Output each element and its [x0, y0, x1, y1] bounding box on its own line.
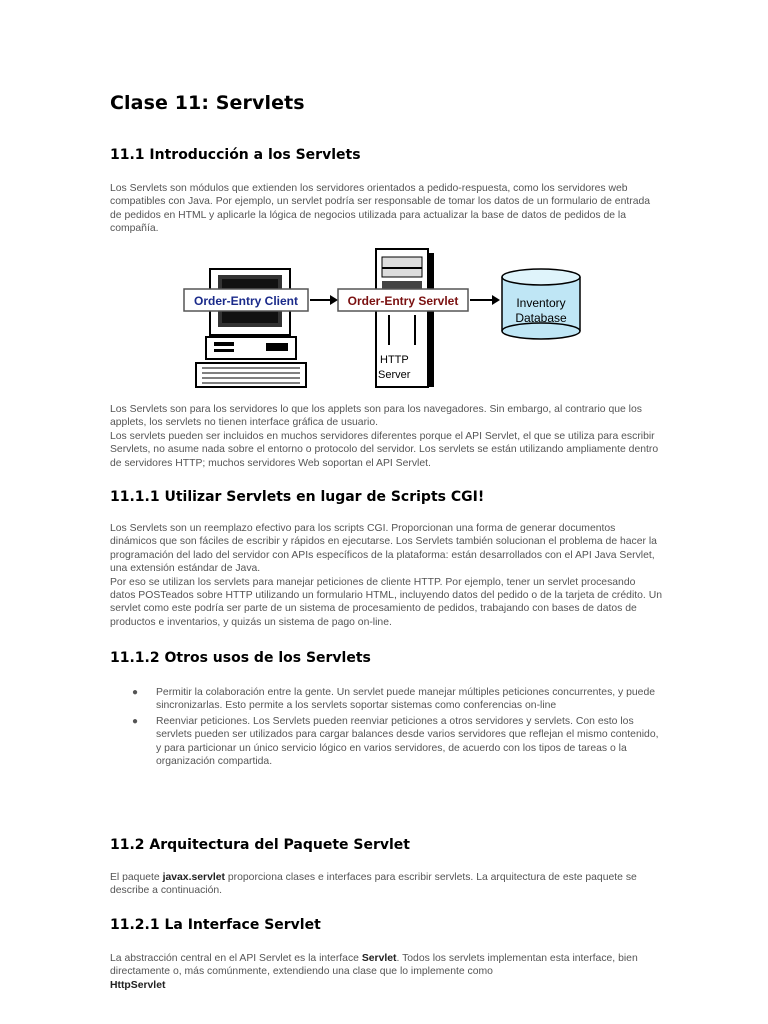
paragraph-interface-pre: La abstracción central en el API Servlet es la interface: [110, 953, 362, 964]
package-name: javax.servlet: [162, 872, 225, 883]
heading-11-2-1: 11.2.1 La Interface Servlet: [110, 917, 321, 933]
paragraph-cgi: [110, 522, 662, 629]
page-title: Clase 11: Servlets: [110, 92, 305, 114]
arrow-servlet-to-database: [470, 295, 500, 305]
list-item: [110, 686, 662, 713]
http-server-icon: [376, 249, 434, 387]
client-label: Order-Entry Client: [193, 294, 299, 308]
paragraph-interface: [110, 952, 662, 992]
paragraph-package-pre: El paquete: [110, 872, 163, 883]
heading-11-1-1: 11.1.1 Utilizar Servlets en lugar de Scripts CGI!: [110, 489, 485, 505]
arrow-client-to-servlet: [310, 295, 338, 305]
other-uses-list: [110, 686, 662, 770]
paragraph-applets: [110, 403, 662, 470]
paragraph-cgi-a: Los Servlets son un reemplazo efectivo para los scripts CGI. Proporcionan una forma de generar documentos dinámicos que son fáciles de escribir y rápidos en ejecutarse. Los Servlets también solucionan el problema de hacer la programación del lado del servidor con APIs específicos de la plataforma: están desarrollados con el API Java Servlet, una extensión estándar de Java.: [110, 523, 657, 575]
servlet-architecture-diagram: [170, 245, 590, 393]
heading-11-1: 11.1 Introducción a los Servlets: [110, 147, 361, 163]
server-label-http: HTTP: [380, 354, 409, 366]
database-label-2: Database: [515, 311, 567, 325]
paragraph-package: [110, 871, 662, 898]
paragraph-applets-b: Los servlets pueden ser incluidos en muchos servidores diferentes porque el API Servlet, el que se utiliza para escribir Servlets, no asume nada sobre el entorno o protocolo del servidor. Los servlets se están utilizando ampliamente dentro de servidores HTTP; muchos servidores Web soportan el API Servlet.: [110, 430, 659, 469]
database-label-1: Inventory: [516, 296, 566, 310]
list-item-text: Reenviar peticiones. Los Servlets pueden reenviar peticiones a otros servidores y servlets. Con esto los servlets pueden ser utilizados para cargar balances desde varios servidores que reflejan el mismo contenido, y para particionar un único servicio lógico en varios servidores, de acuerdo con los tipos de tareas o la organización compartida.: [156, 715, 659, 768]
bullet-icon: ●: [132, 687, 139, 698]
servlet-label: Order-Entry Servlet: [347, 294, 459, 308]
paragraph-applets-a: Los Servlets son para los servidores lo que los applets son para los navegadores. Sin embargo, al contrario que los applets, los servlets no tienen interface gráfica de usuario.: [110, 404, 642, 429]
paragraph-cgi-b: Por eso se utilizan los servlets para manejar peticiones de cliente HTTP. Por ejemplo, tener un servlet procesando datos POSTeados sobre HTTP utilizando un formulario HTML, incluyendo datos del pedido o de la tarjeta de crédito. Un servlet como este podría ser parte de un sistema de procesamiento de pedidos, trabajando con bases de datos de productos e inventarios, y quizás un sistema de pago on-line.: [110, 576, 662, 628]
heading-11-2: 11.2 Arquitectura del Paquete Servlet: [110, 837, 410, 853]
paragraph-intro: Los Servlets son módulos que extienden los servidores orientados a pedido-respuesta, como los servidores web compatibles con Java. Por ejemplo, un servlet podría ser responsable de tomar los datos de un formulario de entrada de pedidos en HTML y aplicarle la lógica de negocios utilizada para actualizar la base de datos de pedidos de la compañía.: [110, 183, 651, 235]
heading-11-1-2: 11.1.2 Otros usos de los Servlets: [110, 650, 371, 666]
client-computer-icon: [193, 269, 306, 387]
paragraph-interface-mid: . Todos los servlets implementan esta interface, bien directamente o, más comúnmente, extendiendo una clase que lo implemente como: [110, 953, 638, 978]
server-label-server: Server: [378, 369, 411, 381]
list-item: [110, 715, 662, 769]
list-item-text: Permitir la colaboración entre la gente. Un servlet puede manejar múltiples peticiones concurrentes, y puede sincronizarlas. Esto permite a los servlets soportar sistemas como conferencias on-line: [156, 687, 656, 712]
httpservlet-class-name: HttpServlet: [110, 979, 166, 991]
servlet-interface-name: Servlet: [361, 953, 397, 964]
bullet-icon: ●: [132, 715, 139, 727]
paragraph-package-post: proporciona clases e interfaces para escribir servlets. La arquitectura de este paquete se describe a continuación.: [110, 872, 637, 897]
